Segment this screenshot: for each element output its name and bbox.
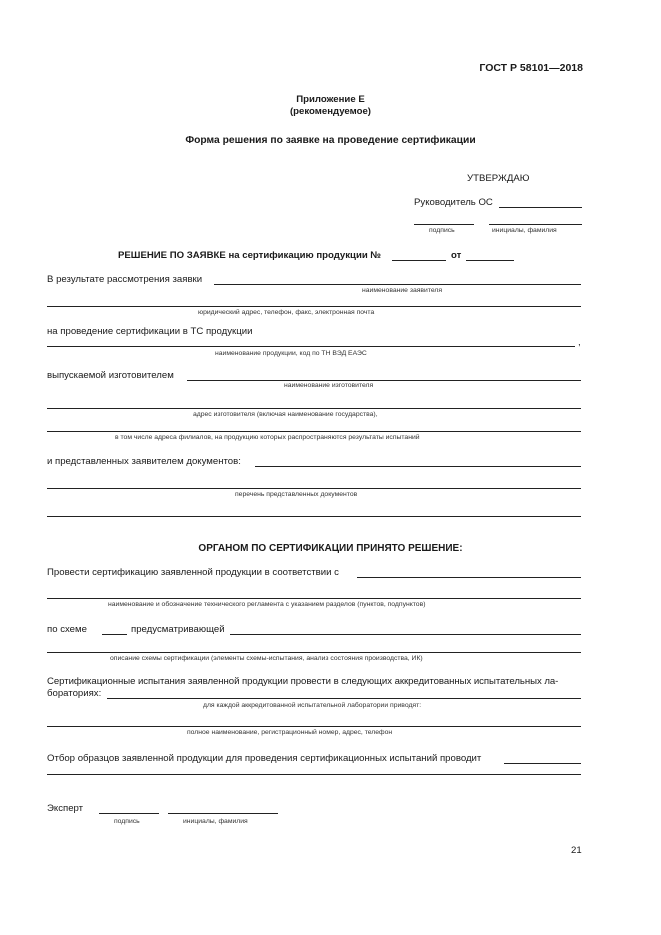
appendix-title: Приложение Е xyxy=(296,94,365,105)
lab-caption-2: полное наименование, регистрационный номер, адрес, телефон xyxy=(187,729,393,736)
address-line xyxy=(47,306,581,307)
scheme-caption: описание схемы сертификации (элементы схемы-испытания, анализ состояния производства, ИК) xyxy=(110,655,423,662)
sampling-line-2 xyxy=(47,774,581,775)
lab-caption-1: для каждой аккредитованной испытательной лаборатории приводят: xyxy=(203,702,422,709)
standard-number: ГОСТ Р 58101—2018 xyxy=(479,62,583,74)
expert-label: Эксперт xyxy=(47,803,84,814)
sampling-label: Отбор образцов заявленной продукции для проведения сертификационных испытаний проводит xyxy=(47,753,482,764)
head-line xyxy=(499,207,582,208)
expert-name-line xyxy=(168,813,278,814)
scheme-label: по схеме xyxy=(47,624,87,635)
regulation-line xyxy=(47,598,581,599)
head-name-line xyxy=(489,224,582,225)
page-number: 21 xyxy=(571,845,582,856)
decision-heading xyxy=(118,250,381,261)
head-name-caption: инициалы, фамилия xyxy=(492,227,557,234)
decision-number-line xyxy=(392,260,446,261)
docs-line-1 xyxy=(255,466,581,467)
labs-line-1 xyxy=(107,698,581,699)
branches-line xyxy=(47,431,581,432)
form-title: Форма решения по заявке на проведение сертификации xyxy=(185,135,476,146)
decision-date-line xyxy=(466,260,514,261)
regulation-caption: наименование и обозначение технического регламента с указанием разделов (пунктов, подпунктов) xyxy=(108,601,426,608)
tests-text-line2: бораториях: xyxy=(47,688,102,699)
scheme-line xyxy=(230,634,581,635)
approve-label: УТВЕРЖДАЮ xyxy=(467,173,530,184)
sampling-line-1 xyxy=(504,763,581,764)
address-caption: юридический адрес, телефон, факс, электронная почта xyxy=(198,309,375,316)
head-signature-line xyxy=(414,224,474,225)
docs-caption: перечень представленных документов xyxy=(235,491,358,498)
scheme-label-2: предусматривающей xyxy=(131,624,225,635)
head-signature-caption: подпись xyxy=(429,227,455,234)
manufacturer-line xyxy=(187,380,581,381)
applicant-line xyxy=(214,284,581,285)
scheme-number-line xyxy=(102,634,127,635)
mfr-address-line xyxy=(47,408,581,409)
conduct-label: Провести сертификацию заявленной продукции в соответствии с xyxy=(47,567,339,578)
expert-signature-caption: подпись xyxy=(114,818,140,825)
expert-signature-line xyxy=(99,813,159,814)
review-label: В результате рассмотрения заявки xyxy=(47,274,203,285)
appendix-note: (рекомендуемое) xyxy=(289,106,371,117)
manufacturer-label: выпускаемой изготовителем xyxy=(47,370,174,381)
product-line xyxy=(47,346,575,347)
branches-caption: в том числе адреса филиалов, на продукцию которых распространяются результаты испытаний xyxy=(115,434,420,441)
applicant-caption: наименование заявителя xyxy=(362,287,443,294)
product-caption: наименование продукции, код по ТН ВЭД ЕАЭС xyxy=(215,350,367,357)
product-label: на проведение сертификации в ТС продукции xyxy=(47,326,253,337)
decision-from-label: от xyxy=(451,250,462,261)
head-label: Руководитель ОС xyxy=(414,197,493,208)
product-comma: , xyxy=(578,337,581,348)
scheme-desc-line xyxy=(47,652,581,653)
conduct-line xyxy=(357,577,581,578)
decision-heading-bold: РЕШЕНИЕ ПО ЗАЯВКЕ xyxy=(118,250,226,261)
cert-body-heading: ОРГАНОМ ПО СЕРТИФИКАЦИИ ПРИНЯТО РЕШЕНИЕ: xyxy=(198,543,463,554)
tests-text-line1: Сертификационные испытания заявленной продукции провести в следующих аккредитованных испытательных ла- xyxy=(47,676,559,687)
expert-name-caption: инициалы, фамилия xyxy=(183,818,248,825)
docs-label: и представленных заявителем документов: xyxy=(47,456,241,467)
labs-line-2 xyxy=(47,726,581,727)
docs-line-2 xyxy=(47,488,581,489)
mfr-address-caption: адрес изготовителя (включая наименование государства), xyxy=(193,411,378,418)
docs-line-3 xyxy=(47,516,581,517)
manufacturer-caption: наименование изготовителя xyxy=(284,382,374,389)
decision-heading-rest: на сертификацию продукции № xyxy=(225,250,382,261)
